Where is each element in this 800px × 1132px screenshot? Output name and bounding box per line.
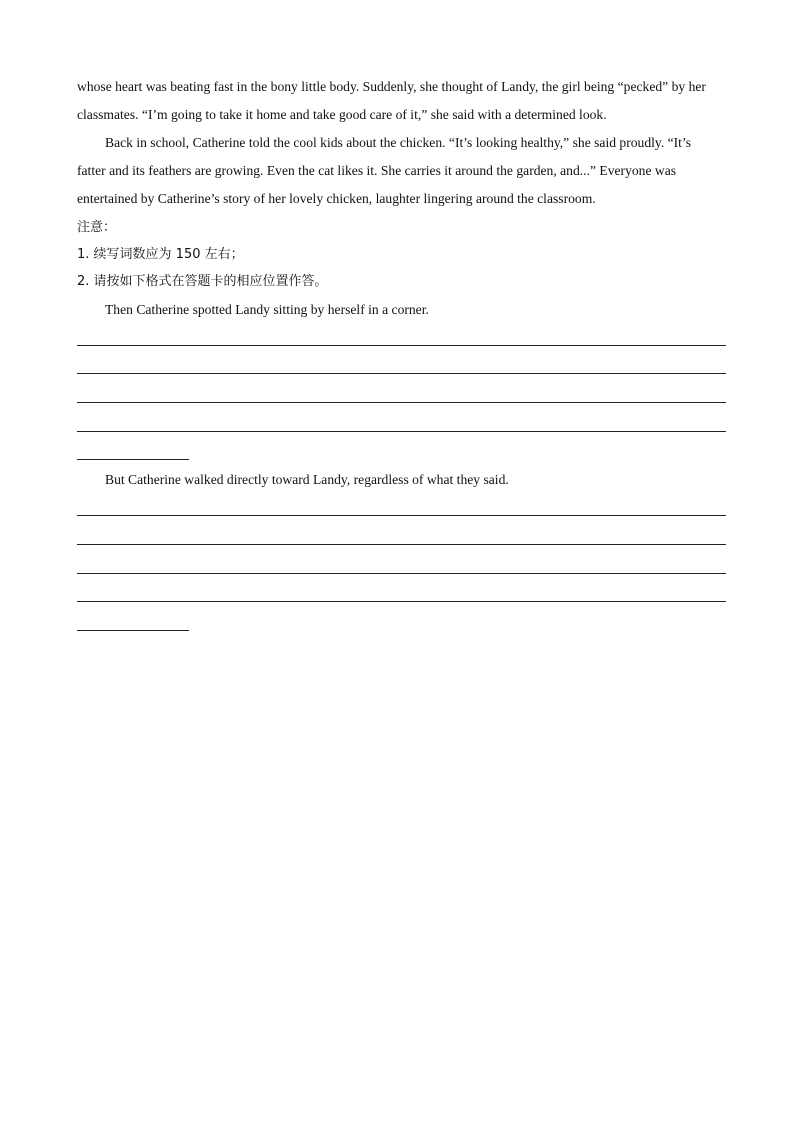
answer-line [77, 573, 726, 574]
answer-line [77, 515, 726, 516]
passage-line: classmates. “I’m going to take it home and take good care of it,” she said with a determined look. [77, 107, 607, 122]
answer-line [77, 544, 726, 545]
answer-line [77, 431, 726, 432]
passage-line: Back in school, Catherine told the cool kids about the chicken. “It’s looking healthy,” she said proudly. “It’s [105, 135, 692, 150]
answer-line-end [77, 630, 189, 631]
answer-line [77, 601, 726, 602]
answer-line [77, 373, 726, 374]
answer-line [77, 402, 726, 403]
continuation-prompt-2: But Catherine walked directly toward Landy, regardless of what they said. [105, 472, 509, 487]
passage-line: whose heart was beating fast in the bony little body. Suddenly, she thought of Landy, the girl being “pecked” by her [77, 79, 706, 94]
continuation-prompt-1: Then Catherine spotted Landy sitting by herself in a corner. [105, 302, 429, 317]
answer-line [77, 345, 726, 346]
note-item-1: 1. 续写词数应为 150 左右； [77, 247, 244, 262]
note-item-2: 2. 请按如下格式在答题卡的相应位置作答。 [77, 274, 328, 289]
passage-line: fatter and its feathers are growing. Even the cat likes it. She carries it around the garden, and...” Everyone was [77, 163, 677, 178]
passage-line: entertained by Catherine’s story of her lovely chicken, laughter lingering around the classroom. [77, 191, 596, 206]
notes-heading: 注意： [77, 220, 117, 235]
answer-line-end [77, 459, 189, 460]
